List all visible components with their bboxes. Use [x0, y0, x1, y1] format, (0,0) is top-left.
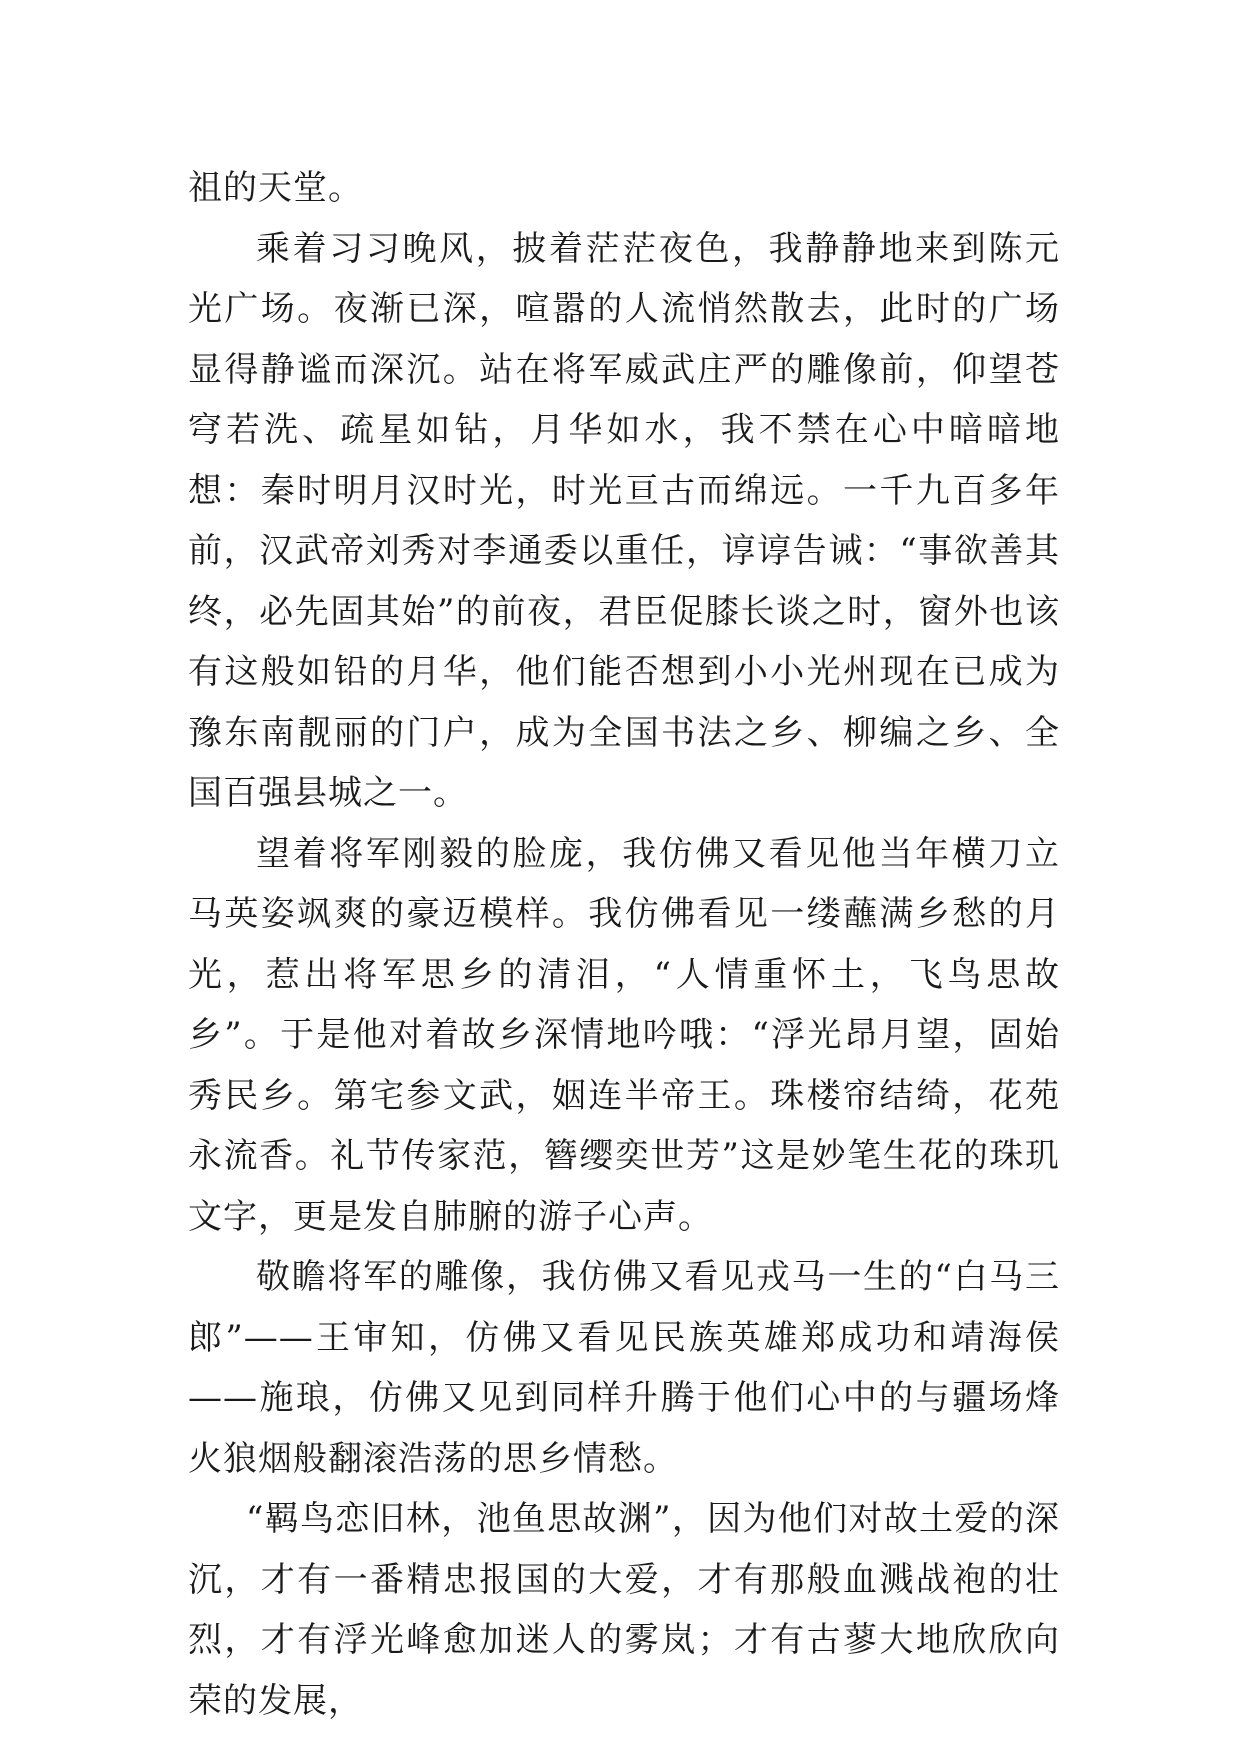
paragraph-continuation: 祖的天堂。: [188, 168, 363, 208]
paragraph-homeland-love: “羁鸟恋旧林，池鱼思故渊”，因为他们对故土爱的深沉，才有一番精忠报国的大爱，才有那般血溅战袍的壮烈，才有浮光峰愈加迷人的雾岚；才有古蓼大地欣欣向荣的发展，: [188, 1499, 1060, 1721]
paragraph-general-face: 望着将军刚毅的脸庞，我仿佛又看见他当年横刀立马英姿飒爽的豪迈模样。我仿佛看见一缕蘸满乡愁的月光，惹出将军思乡的清泪，“人情重怀土，飞鸟思故乡”。于是他对着故乡深情地吟哦：“浮光昂月望，固始秀民乡。第宅参文武，姻连半帝王。珠楼帘结绮，花苑永流香。礼节传家范，簪缨奕世芳”这是妙笔生花的珠玑文字，更是发自肺腑的游子心声。: [188, 833, 1060, 1237]
document-body: [188, 158, 1060, 1731]
paragraph-evening-square: 乘着习习晚风，披着茫茫夜色，我静静地来到陈元光广场。夜渐已深，喧嚣的人流悄然散去，此时的广场显得静谧而深沉。站在将军威武庄严的雕像前，仰望苍穹若洗、疏星如钻，月华如水，我不禁在心中暗暗地想：秦时明月汉时光，时光亘古而绵远。一千九百多年前，汉武帝刘秀对李通委以重任，谆谆告诫：“事欲善其终，必先固其始”的前夜，君臣促膝长谈之时，窗外也该有这般如铅的月华，他们能否想到小小光州现在已成为豫东南靓丽的门户，成为全国书法之乡、柳编之乡、全国百强县城之一。: [188, 228, 1060, 813]
paragraph-statue-heroes: 敬瞻将军的雕像，我仿佛又看见戎马一生的“白马三郎”——王审知，仿佛又看见民族英雄郑成功和靖海侯——施琅，仿佛又见到同样升腾于他们心中的与疆场烽火狼烟般翻滚浩荡的思乡情愁。: [188, 1257, 1060, 1479]
